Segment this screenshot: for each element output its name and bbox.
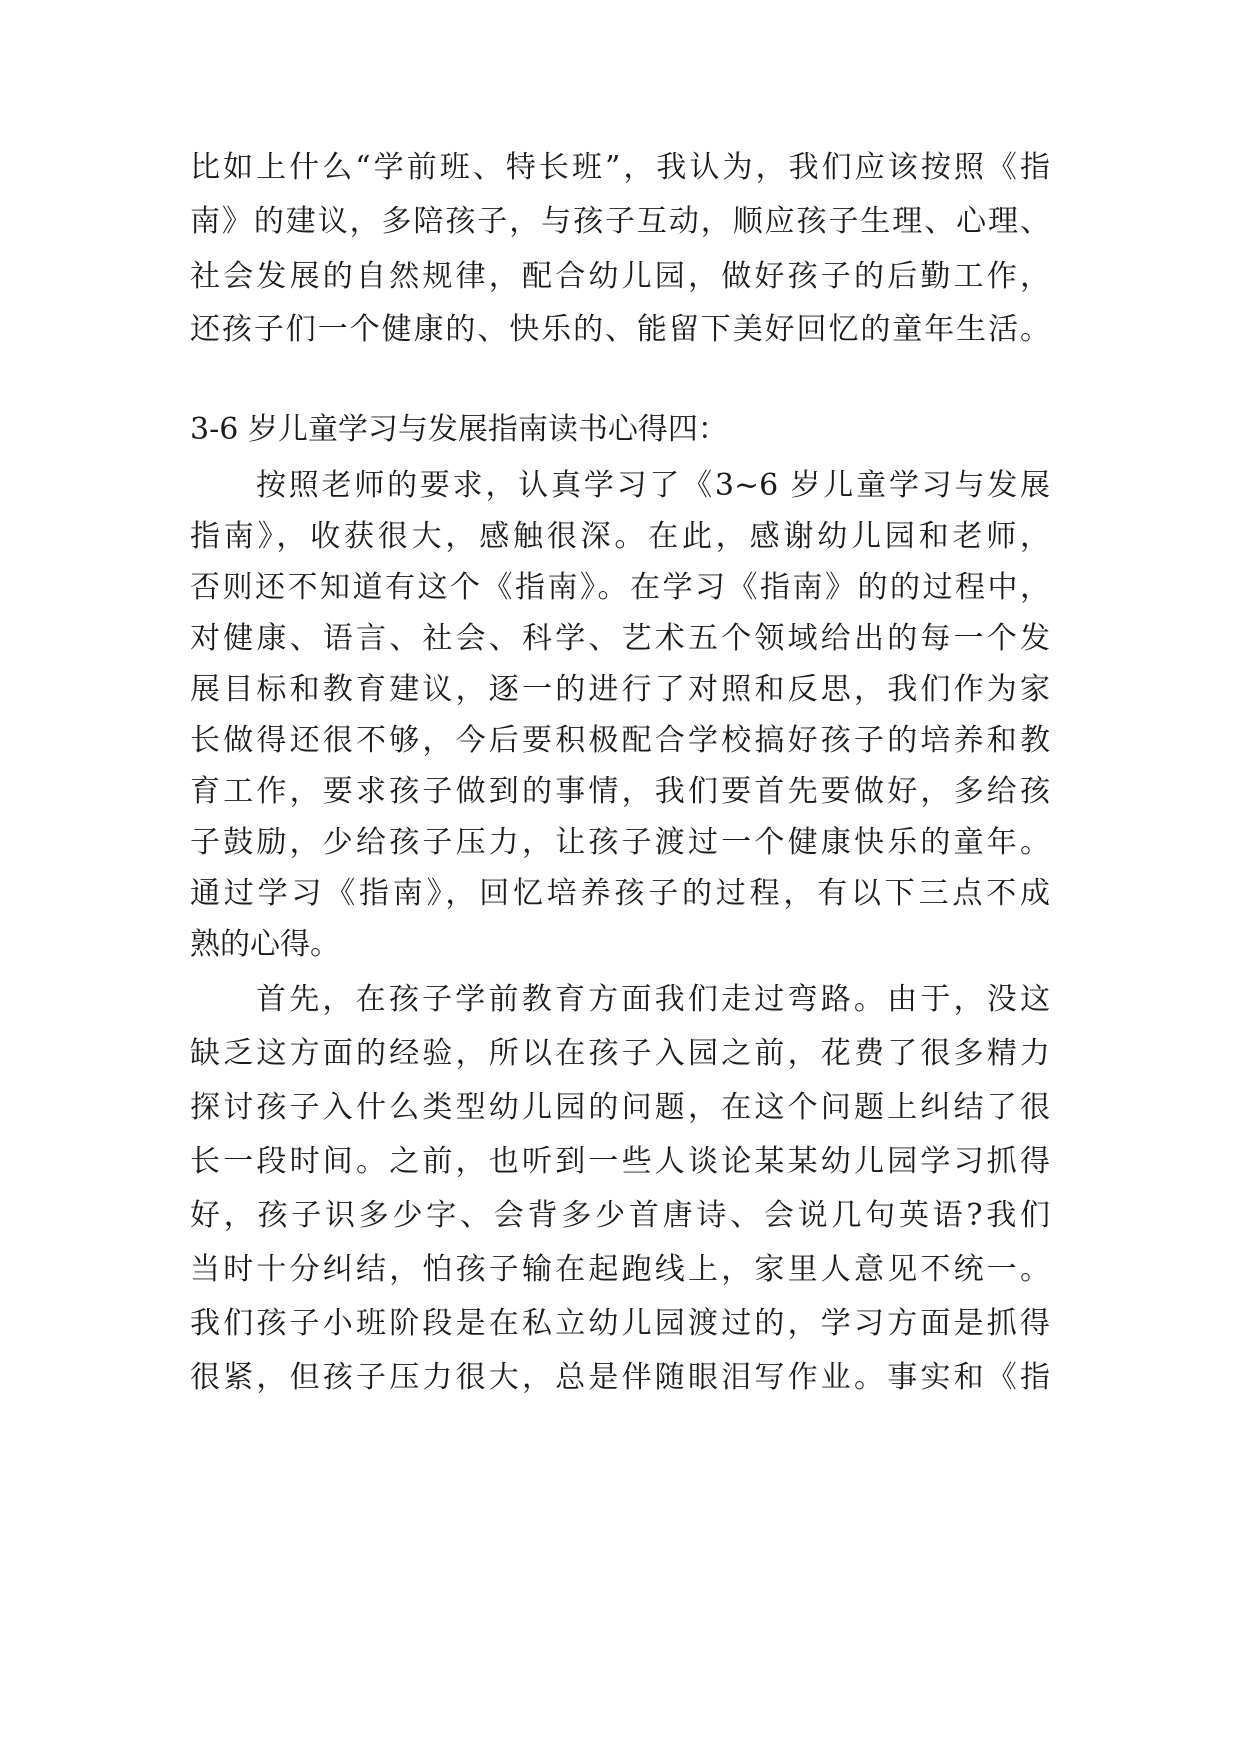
text-line: 南》的建议，多陪孩子，与孩子互动，顺应孩子生理、心理、 xyxy=(190,204,1050,239)
text-line: 育工作，要求孩子做到的事情，我们要首先要做好，多给孩 xyxy=(190,774,1050,809)
section-heading: 3-6 岁儿童学习与发展指南读书心得四： xyxy=(190,412,728,447)
text-line: 当时十分纠结，怕孩子输在起跑线上，家里人意见不统一。 xyxy=(190,1252,1050,1287)
text-line: 熟的心得。 xyxy=(190,927,340,962)
text-line: 长做得还很不够，今后要积极配合学校搞好孩子的培养和教 xyxy=(190,723,1050,758)
text-line: 指南》，收获很大，感触很深。在此，感谢幼儿园和老师， xyxy=(190,519,1050,554)
text-line: 首先，在孩子学前教育方面我们走过弯路。由于，没这 xyxy=(256,982,1050,1017)
text-line: 子鼓励，少给孩子压力，让孩子渡过一个健康快乐的童年。 xyxy=(190,825,1050,860)
text-line: 好，孩子识多少字、会背多少首唐诗、会说几句英语?我们 xyxy=(190,1198,1050,1233)
text-line: 展目标和教育建议，逐一的进行了对照和反思，我们作为家 xyxy=(190,672,1050,707)
text-line: 长一段时间。之前，也听到一些人谈论某某幼儿园学习抓得 xyxy=(190,1144,1050,1179)
text-line: 探讨孩子入什么类型幼儿园的问题，在这个问题上纠结了很 xyxy=(190,1090,1050,1125)
text-line: 还孩子们一个健康的、快乐的、能留下美好回忆的童年生活。 xyxy=(190,312,1050,347)
text-line: 缺乏这方面的经验，所以在孩子入园之前，花费了很多精力 xyxy=(190,1036,1050,1071)
text-line: 对健康、语言、社会、科学、艺术五个领域给出的每一个发 xyxy=(190,621,1050,656)
text-line: 按照老师的要求，认真学习了《3~6 岁儿童学习与发展 xyxy=(256,468,1050,503)
text-line: 社会发展的自然规律，配合幼儿园，做好孩子的后勤工作， xyxy=(190,259,1050,294)
text-line: 很紧，但孩子压力很大，总是伴随眼泪写作业。事实和《指 xyxy=(190,1360,1050,1395)
text-line: 否则还不知道有这个《指南》。在学习《指南》的的过程中， xyxy=(190,570,1050,605)
text-line: 通过学习《指南》，回忆培养孩子的过程，有以下三点不成 xyxy=(190,876,1050,911)
text-line: 我们孩子小班阶段是在私立幼儿园渡过的，学习方面是抓得 xyxy=(190,1306,1050,1341)
text-line: 比如上什么“学前班、特长班”，我认为，我们应该按照《指 xyxy=(190,150,1050,185)
